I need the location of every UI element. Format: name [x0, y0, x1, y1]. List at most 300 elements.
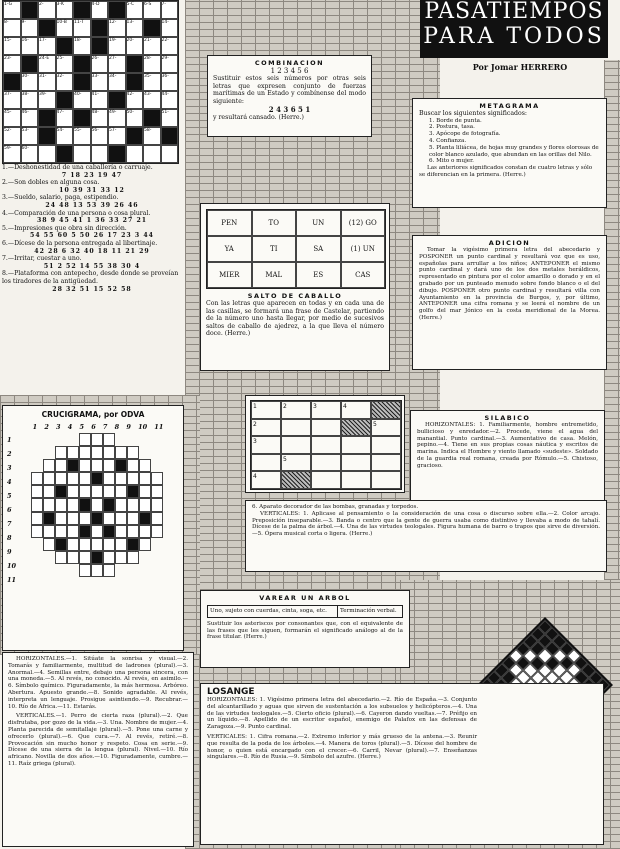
- crucigrama-cell: [31, 472, 43, 485]
- crucigrama-col-number: 10: [138, 423, 148, 431]
- silabico-cell: [371, 436, 401, 454]
- combinacion-combo: 2 4 3 6 5 1: [268, 105, 311, 115]
- crucigrama-cell: [103, 446, 115, 459]
- crucigrama-cell: [115, 538, 127, 551]
- crucigrama-cell: [31, 564, 43, 577]
- top-grid-cell: [38, 109, 56, 127]
- metagrama-item: 3. Apócope de fotografía.: [429, 131, 501, 138]
- top-grid-cell: 53-: [21, 127, 39, 145]
- salto-cell: UN: [296, 210, 341, 236]
- crucigrama-cell: [55, 446, 67, 459]
- top-grid-cell: 37-: [3, 91, 21, 109]
- silabico-cell: [281, 471, 311, 489]
- crucigrama-cell: [55, 525, 67, 538]
- crucigrama-cell: [115, 498, 127, 511]
- combinacion-text: Sustituir estos seis números por otras seis letras que expresen conjunto de fuerzas marítimas de un Estado y combínense del modo siguiente:: [213, 75, 366, 105]
- silabico-cell: [311, 454, 341, 472]
- top-grid-cell: 23-: [3, 55, 21, 73]
- top-grid-cell: 46-: [21, 109, 39, 127]
- crucigrama-cell: [151, 485, 163, 498]
- crucigrama-cell: [115, 459, 127, 472]
- crucigrama-cell: [31, 551, 43, 564]
- top-grid-cell: 42-: [126, 91, 144, 109]
- crucigrama-cell: [43, 538, 55, 551]
- crucigrama-row-number: 9: [7, 548, 12, 556]
- left-clue-text: 4.—Comparación de una persona o cosa plural.: [2, 209, 151, 217]
- metagrama-outro: Las anteriores significados constan de cuatro letras y sólo se diferencian en la primera. (Herre.): [419, 165, 593, 178]
- silabico-cell: 2: [281, 401, 311, 419]
- crucigrama-cell: [67, 551, 79, 564]
- silabico-cell: [371, 401, 401, 419]
- crucigrama-cell: [31, 525, 43, 538]
- crucigrama-row-number: 4: [7, 478, 12, 486]
- crucigrama-col-number: 2: [44, 423, 49, 431]
- left-clue-text: 6.—Dícese de la persona entregada al libertinaje.: [2, 239, 158, 247]
- crucigrama-row-number: 7: [7, 520, 12, 528]
- crucigrama-cell: [151, 551, 163, 564]
- varear-box: [200, 590, 410, 668]
- top-grid-cell: 19-: [108, 37, 126, 55]
- crucigrama-cell: [115, 512, 127, 525]
- crucigrama-cell: [79, 551, 91, 564]
- top-grid-cell: 21-: [143, 37, 161, 55]
- crucigrama-grid: [31, 433, 163, 577]
- crucigrama-cell: [67, 498, 79, 511]
- crucigrama-cell: [115, 525, 127, 538]
- crucigrama-cell: [43, 433, 55, 446]
- top-grid-cell: [73, 145, 91, 163]
- left-clue-text: 2.—Son dobles en alguna cosa.: [2, 179, 100, 187]
- metagrama-item: 2. Postura, tasa.: [429, 124, 475, 131]
- salto-cell: TI: [252, 236, 297, 262]
- top-grid-cell: 43-: [143, 91, 161, 109]
- top-grid-cell: [91, 145, 109, 163]
- top-grid-cell: 56-: [91, 127, 109, 145]
- top-grid-cell: 2-: [38, 1, 56, 19]
- crucigrama-cell: [139, 512, 151, 525]
- top-grid-cell: 13-: [126, 19, 144, 37]
- left-clue-column: [2, 164, 182, 394]
- crucigrama-cell: [43, 564, 55, 577]
- combinacion-title: COMBINACION: [254, 59, 325, 67]
- crucigrama-col-number: 4: [67, 423, 73, 431]
- crucigrama-cell: [91, 498, 103, 511]
- top-grid-cell: 60-: [21, 145, 39, 163]
- crucigrama-cell: [91, 459, 103, 472]
- crucigrama-cell: [43, 472, 55, 485]
- crucigrama-cell: [103, 551, 115, 564]
- crucigrama-cell: [91, 525, 103, 538]
- top-grid-cell: [108, 145, 126, 163]
- crucigrama-cell: [43, 485, 55, 498]
- top-grid-cell: [56, 91, 74, 109]
- crucigrama-cell: [127, 538, 139, 551]
- silabico-cell: 5: [281, 454, 311, 472]
- crucigrama-cell: [55, 459, 67, 472]
- crucigrama-column-numbers: [29, 423, 167, 431]
- salto-cell: (1) UN: [341, 236, 386, 262]
- salto-cell: YA: [207, 236, 252, 262]
- top-cipher-grid: [2, 0, 179, 164]
- crucigrama-cell: [43, 512, 55, 525]
- top-grid-cell: 34-: [108, 73, 126, 91]
- silabico-cell: [311, 471, 341, 489]
- crucigrama-col-number: 3: [56, 423, 61, 431]
- top-grid-cell: 11-T: [73, 19, 91, 37]
- crucigrama-cell: [115, 485, 127, 498]
- crucigrama-cell: [127, 564, 139, 577]
- crucigrama-cell: [55, 538, 67, 551]
- top-grid-cell: [108, 1, 126, 19]
- losange-box: [200, 683, 604, 845]
- top-grid-cell: [3, 73, 21, 91]
- top-grid-cell: [126, 127, 144, 145]
- left-clue-text: 7.—Irritar, cuestar a uno.: [2, 255, 82, 263]
- crucigrama-cell: [79, 472, 91, 485]
- crucigrama-cell: [103, 459, 115, 472]
- left-clue-numbers: 42 28 6 32 40 18 11 21 29: [34, 247, 150, 255]
- silabico-grid-box: [245, 395, 405, 493]
- silabico-cell: [311, 436, 341, 454]
- salto-cell: MIER: [207, 262, 252, 288]
- top-grid-cell: [91, 37, 109, 55]
- top-grid-cell: [56, 145, 74, 163]
- crucigrama-cell: [127, 498, 139, 511]
- top-grid-cell: 50-: [126, 109, 144, 127]
- left-clue-numbers: 7 18 23 19 47: [61, 171, 123, 179]
- varear-text: Sustituir los asteriscos por consonantes que, con el equivalente de las frases que les siguen, formarán el significado análogo al de la frase titular. (Herre.): [207, 620, 403, 641]
- top-grid-cell: 33-: [91, 73, 109, 91]
- top-grid-cell: [38, 19, 56, 37]
- crucigrama-cell: [127, 485, 139, 498]
- left-clue-numbers: 54 55 60 5 50 26 17 23 3 44: [30, 232, 154, 240]
- top-grid-cell: 14-: [161, 19, 179, 37]
- crucigrama-cell: [139, 446, 151, 459]
- top-grid-cell: 28-: [143, 55, 161, 73]
- top-grid-cell: 58-: [143, 127, 161, 145]
- left-clue-numbers: 51 2 52 14 55 38 30 4: [43, 262, 141, 270]
- silabico-cell: [281, 419, 311, 437]
- varear-row-left: Uno, sujeto con cuerdas, cinta, soga, etc.: [208, 606, 338, 617]
- salto-cell: PEN: [207, 210, 252, 236]
- crucigrama-cell: [151, 446, 163, 459]
- adicion-text: Tomar la vigésimo primera letra del abecedario y POSPONER un punto cardinal y resultará voz que es uso, españolas para arrullar a los niños; ANTEPONER el mismo punto cardinal y dará uno de los dos metales heráldicos, representado en pintura por el color amarillo o dorado y en el grabado por un punteado menudo sobre fondo blanco o el del dibujo. POSPONER otro punto cardinal y resultará villa con Ayuntamiento en la provincia de Burgos, y, por último, ANTEPONER una cifra romana y se leerá el nombre de un golfo del mar Jónico en la costa meridional de la Morea. (Herre.): [419, 247, 600, 321]
- crucigrama-cell: [67, 485, 79, 498]
- crucigrama-row-number: 11: [7, 576, 17, 584]
- top-grid-cell: 54-: [56, 127, 74, 145]
- top-grid-cell: 36-: [161, 73, 179, 91]
- crucigrama-col-number: 11: [154, 423, 164, 431]
- top-grid-cell: 12-: [108, 19, 126, 37]
- silabico-cell: [281, 436, 311, 454]
- crucigrama-cell: [79, 485, 91, 498]
- left-clue-text: 5.—Impresiones que obra sin dirección.: [2, 224, 127, 232]
- salto-cell: (12) GO: [341, 210, 386, 236]
- crucigrama-cell: [31, 485, 43, 498]
- crucigrama-cell: [31, 538, 43, 551]
- silabico-title: SILABICO: [484, 414, 531, 422]
- crucigrama-cell: [91, 446, 103, 459]
- top-grid-cell: 15-: [3, 37, 21, 55]
- crucigrama-cell: [103, 485, 115, 498]
- crucigrama-cell: [79, 446, 91, 459]
- silabico-cell: 3: [251, 436, 281, 454]
- crucigrama-cell: [151, 433, 163, 446]
- silabico-cell: [341, 419, 371, 437]
- top-grid-cell: 40-: [73, 91, 91, 109]
- crucigrama-cell: [103, 538, 115, 551]
- silabico-cell: [371, 471, 401, 489]
- crucigrama-cell: [67, 538, 79, 551]
- top-grid-cell: 59-: [3, 145, 21, 163]
- top-grid-cell: 38-: [21, 91, 39, 109]
- top-grid-cell: 9-: [21, 19, 39, 37]
- top-grid-cell: 26-: [91, 55, 109, 73]
- crucigrama-cell: [31, 433, 43, 446]
- top-grid-cell: [73, 55, 91, 73]
- salto-cell: MAL: [252, 262, 297, 288]
- top-grid-cell: 20-: [126, 37, 144, 55]
- top-grid-cell: 55-: [73, 127, 91, 145]
- silabico-cell: 5: [371, 419, 401, 437]
- top-grid-cell: 22-: [161, 37, 179, 55]
- crucigrama-cell: [127, 459, 139, 472]
- silabico-cell: [371, 454, 401, 472]
- crucigrama-horizontales: HORIZONTALES.—1. Sitúate la sonrisa y visual.—2. Tomarás y familiarmente, multitud de ladrones (plural).—3. Anormal.—4. Semillas entre, debajo una persona sincera, con una moneda.—5. Al revés, no conocido. Al revés, en asimilo.—6. Símbolo químico. Figuradamente, la más hermosa. Arbóreo. Abertura. Apuesto grande.—8. Sonido agradable. Al revés, interpreta un lenguaje. Prosigue asintiendo.—9. Recubrar.—10. Río de África.—11. Estarás.: [8, 656, 188, 710]
- crucigrama-cell: [139, 538, 151, 551]
- silabico-cell: [341, 471, 371, 489]
- top-grid-cell: 3-K: [56, 1, 74, 19]
- crucigrama-cell: [127, 551, 139, 564]
- crucigrama-cell: [139, 433, 151, 446]
- top-grid-cell: [143, 19, 161, 37]
- top-grid-cell: 49-: [108, 109, 126, 127]
- crucigrama-cell: [79, 498, 91, 511]
- top-grid-cell: [161, 145, 179, 163]
- varear-title: VAREAR UN ARBOL: [259, 594, 351, 602]
- top-grid-cell: 1-G: [3, 1, 21, 19]
- crucigrama-cell: [79, 538, 91, 551]
- silabico-cell: 4: [251, 471, 281, 489]
- crucigrama-cell: [91, 512, 103, 525]
- top-grid-cell: [126, 73, 144, 91]
- crucigrama-col-number: 6: [91, 423, 96, 431]
- metagrama-items: [419, 118, 600, 166]
- top-grid-cell: 8-: [3, 19, 21, 37]
- losange-verticales: VERTICALES: 1. Cifra romana.—2. Extremo inferior y más grueso de la antena.—3. Reunir que resulta de la poda de los árboles.—4. Manera de toros (plural).—5. Dícese del hombre de honor, o quien está encargado con el crecer.—6. Carril, Nevar (plural).—7. Enseñanzas singulares.—8. Río de Rusia.—9. Símbolo del azufre. (Herre.): [207, 733, 477, 761]
- crucigrama-cell: [115, 472, 127, 485]
- salto-cell: TO: [252, 210, 297, 236]
- crucigrama-cell: [79, 459, 91, 472]
- crucigrama-verticales: VERTICALES.—1. Perro de cierta raza (plural).—2. Que disfrutaba, por gozo de la vida.—3. Una. Nombre de mujer.—4. Planta parecida de semitallaje (plural).—5. Pone una carne y ofrecerlo (plural).—6. Que cura.—7. Al revés, retiré.—8. Provocación sin mucho honor y respeto. Cosa en serie.—9. Dícese de una sierra de la lengua (plural). Nivel.—10. Río africano. Novilla de dos años.—10. Figuradamente, cumbre.—11. Raíz griega (plural).: [8, 713, 188, 767]
- top-grid-cell: [73, 109, 91, 127]
- silabico-horizontales: HORIZONTALES: 1. Familiarmente, hombre entremetido, bullicioso y enredador.—2. Procede, viene el agua del manantial. Punto cardinal.—3. Aumentativo de casa. Melón, pepino.—4. Tiene en sus propias cosas náutica y escritos de marina. Indica el Hombre y viento llamado «sudeste». Soldado de la guardia real romana, creada por Rómulo.—5. Chistoso, gracioso.: [417, 422, 598, 469]
- metagrama-item: 1. Borde de punta.: [429, 117, 482, 124]
- masthead: [420, 0, 608, 58]
- metagrama-intro: Buscar los siguientes significados:: [419, 110, 527, 117]
- metagrama-box: [412, 98, 607, 208]
- crucigrama-cell: [79, 512, 91, 525]
- crucigrama-title: CRUCIGRAMA, por ODVA: [41, 410, 145, 419]
- crucigrama-cell: [127, 512, 139, 525]
- top-grid-cell: 39-: [38, 91, 56, 109]
- left-clue-numbers: 28 32 51 15 52 58: [52, 285, 132, 293]
- adicion-box: [412, 235, 607, 370]
- metagrama-item: 4. Confianza.: [429, 137, 467, 144]
- crucigrama-cell: [151, 564, 163, 577]
- top-grid-cell: 35-: [143, 73, 161, 91]
- combinacion-box: [207, 55, 372, 137]
- crucigrama-cell: [43, 498, 55, 511]
- top-grid-cell: [73, 73, 91, 91]
- top-grid-cell: [126, 55, 144, 73]
- top-grid-cell: 41-: [91, 91, 109, 109]
- crucigrama-row-number: 1: [7, 436, 12, 444]
- top-grid-cell: 44-: [161, 91, 179, 109]
- crucigrama-cell: [115, 551, 127, 564]
- crucigrama-cell: [67, 472, 79, 485]
- crucigrama-cell: [151, 512, 163, 525]
- crucigrama-cell: [151, 525, 163, 538]
- top-grid-cell: 29-: [161, 55, 179, 73]
- crucigrama-cell: [31, 512, 43, 525]
- crucigrama-cell: [127, 472, 139, 485]
- left-clue-text: 8.—Plataforma con antepecho, desde donde se proveían los tiradores de la antigüedad.: [2, 270, 179, 285]
- crucigrama-cell: [151, 538, 163, 551]
- top-grid-cell: 27-: [108, 55, 126, 73]
- crucigrama-cell: [43, 525, 55, 538]
- crucigrama-cell: [43, 459, 55, 472]
- combinacion-digits: 1 2 3 4 5 6: [270, 67, 309, 75]
- left-clue-text: 1.—Deshonestidad de una caballería o carruaje.: [2, 164, 153, 171]
- salto-cell: ES: [296, 262, 341, 288]
- top-grid-cell: 17-: [38, 37, 56, 55]
- top-grid-cell: 18-: [73, 37, 91, 55]
- crucigrama-cell: [91, 551, 103, 564]
- crucigrama-row-number: 8: [7, 534, 12, 542]
- crucigrama-cell: [91, 472, 103, 485]
- salto-title: SALTO DE CABALLO: [247, 292, 343, 300]
- top-grid-cell: 16-: [21, 37, 39, 55]
- top-grid-cell: [143, 145, 161, 163]
- salto-de-caballo-box: [200, 203, 390, 371]
- masthead-title-line1: PASATIEMPOS: [424, 0, 604, 24]
- crucigrama-col-number: 8: [114, 423, 120, 431]
- top-grid-cell: 7-: [161, 1, 179, 19]
- crucigrama-cell: [103, 564, 115, 577]
- crucigrama-cell: [103, 525, 115, 538]
- adicion-title: ADICION: [488, 239, 531, 247]
- crucigrama-row-number: 10: [7, 562, 17, 570]
- salto-grid: [206, 209, 386, 289]
- crucigrama-cell: [151, 472, 163, 485]
- crucigrama-cell: [103, 472, 115, 485]
- top-grid-cell: 32-: [56, 73, 74, 91]
- top-grid-cell: 5-C: [126, 1, 144, 19]
- crucigrama-cell: [31, 446, 43, 459]
- silabico-grid: [250, 400, 402, 490]
- left-clue-text: 3.—Sueldo, salario, paga, estipendio.: [2, 194, 119, 202]
- crucigrama-box: [2, 405, 184, 651]
- silabico-cell: [341, 436, 371, 454]
- crucigrama-col-number: 5: [79, 423, 84, 431]
- crucigrama-cell: [91, 538, 103, 551]
- top-grid-cell: [108, 91, 126, 109]
- crucigrama-cell: [55, 564, 67, 577]
- left-clue-numbers: 10 39 31 33 12: [59, 186, 125, 194]
- left-clue-numbers: 24 48 13 53 39 26 46: [45, 201, 139, 209]
- top-grid-cell: [73, 1, 91, 19]
- crucigrama-cell: [151, 498, 163, 511]
- crucigrama-row-number: 5: [7, 492, 12, 500]
- losange-title: LOSANGE: [207, 687, 255, 697]
- silabico-verticales-box: [245, 500, 607, 572]
- top-grid-cell: [38, 145, 56, 163]
- crucigrama-cell: [139, 472, 151, 485]
- metagrama-item: 5. Planta liliácea, de hojas muy grandes y flores olorosas de color blanco azulado, que abundan en las orillas del Nilo.: [429, 144, 599, 158]
- crucigrama-cell: [103, 498, 115, 511]
- crucigrama-cell: [67, 512, 79, 525]
- metagrama-title: METAGRAMA: [479, 102, 540, 110]
- crucigrama-col-number: 1: [32, 423, 38, 431]
- metagrama-item: 6. Mito o mujer.: [429, 158, 474, 165]
- crucigrama-cell: [67, 564, 79, 577]
- crucigrama-cell: [139, 564, 151, 577]
- masthead-title-line2: PARA TODOS: [423, 24, 605, 49]
- crucigrama-cell: [139, 485, 151, 498]
- crucigrama-cell: [67, 446, 79, 459]
- top-grid-cell: 24-E: [38, 55, 56, 73]
- crucigrama-cell: [79, 433, 91, 446]
- crucigrama-cell: [91, 564, 103, 577]
- silabico-cell: 2: [251, 419, 281, 437]
- crucigrama-cell: [67, 525, 79, 538]
- crucigrama-cell: [55, 485, 67, 498]
- masthead-author: Por Jomar HERRERO: [472, 62, 568, 72]
- top-grid-cell: 10-B: [56, 19, 74, 37]
- crucigrama-cell: [55, 551, 67, 564]
- crucigrama-cell: [91, 485, 103, 498]
- silabico-cell: [311, 419, 341, 437]
- crucigrama-cell: [31, 498, 43, 511]
- top-grid-cell: 52-: [3, 127, 21, 145]
- top-grid-cell: 30-: [21, 73, 39, 91]
- salto-cell: SA: [296, 236, 341, 262]
- silabico-cell: 3: [311, 401, 341, 419]
- top-grid-cell: [143, 109, 161, 127]
- top-grid-cell: [21, 55, 39, 73]
- crucigrama-cell: [43, 551, 55, 564]
- crucigrama-cell: [127, 525, 139, 538]
- top-grid-cell: [56, 37, 74, 55]
- top-grid-cell: [38, 127, 56, 145]
- top-grid-cell: 25-: [56, 55, 74, 73]
- crucigrama-cell: [31, 459, 43, 472]
- top-grid-cell: [91, 19, 109, 37]
- silabico-verticales: VERTICALES: 1. Aplicase al pensamiento o la consideración de una cosa o discurso sobre ella.—2. Color arcajo. Preposición inseparable.—3. Banda o centro que la gente de guerra usaba como distintivo y llevaba a modo de tahalí. Dícese de la palma de árbol.—4. Una de las virtudes teologales. Figura humana de barro o trapos que sirve de diversión.—5. Ópera musical corta o ligera. (Herre.): [252, 510, 600, 538]
- silabico-cell: [251, 454, 281, 472]
- top-grid-cell: [126, 145, 144, 163]
- crucigrama-cell: [55, 433, 67, 446]
- crucigrama-cell: [103, 433, 115, 446]
- salto-cell: CAS: [341, 262, 386, 288]
- crucigrama-cell: [91, 433, 103, 446]
- crucigrama-cell: [67, 459, 79, 472]
- crucigrama-cell: [127, 446, 139, 459]
- crucigrama-cell: [115, 564, 127, 577]
- top-grid-cell: 47-: [56, 109, 74, 127]
- crucigrama-cell: [139, 498, 151, 511]
